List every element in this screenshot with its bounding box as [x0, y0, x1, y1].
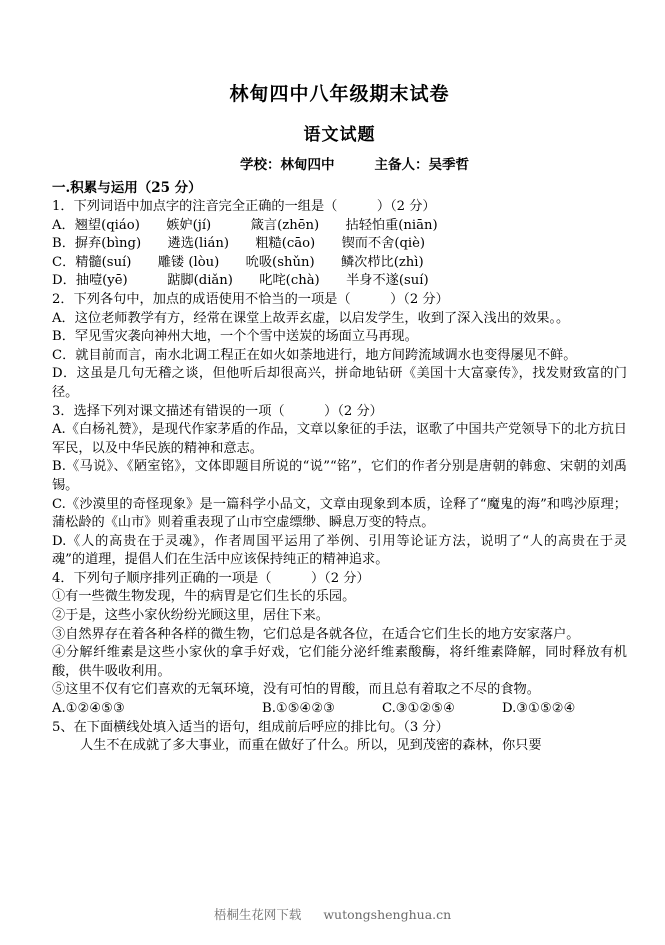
author-label: 主备人：吴季哲 — [374, 157, 469, 173]
question-stem: 1．下列词语中加点字的注音完全正确的一组是（ ）（2 分） — [52, 199, 436, 214]
footer-site-url: wutongshenghua.cn — [323, 907, 452, 922]
question-option: ④分解纤维素是这些小家伙的拿手好戏，它们能分泌纤维素酸酶，将纤维素降解，同时释放有机酸，供牛吸收利用。 — [52, 645, 627, 679]
answer-choice-b: B.①⑤④②③ — [262, 701, 335, 717]
answer-choice-d: D.③①⑤②④ — [502, 701, 576, 717]
page-title: 林甸四中八年级期末试卷 — [229, 83, 450, 105]
page-content — [52, 80, 627, 756]
question-option: B．摒弃(bìng) 遴选(lián) 粗糙(cāo) 锲而不舍(qiè) — [52, 236, 426, 252]
question-option: D．抽噎(yē) 踮脚(diǎn) 叱咤(chà) 半身不遂(suí) — [52, 273, 429, 289]
question-option: C.《沙漠里的奇怪现象》是一篇科学小品文，文章由现象到本质，诠释了“魔鬼的海”和鸣沙原理；蒲松龄的《山市》则着重表现了山市空虚缥缈、瞬息万变的特点。 — [52, 496, 627, 531]
question-option: A．这位老师教学有方，经常在课堂上故弄玄虚，以启发学生，收到了深入浅出的效果。。 — [52, 310, 570, 326]
question-option: C．精髓(suí) 雕镂 (lòu) 吮吸(shǔn) 鳞次栉比(zhì) — [52, 254, 424, 270]
question-stem: 3．选择下列对课文描述有错误的一项（ ）（2 分） — [52, 403, 383, 419]
document-meta — [52, 154, 627, 176]
school-label: 学校：林甸四中 — [240, 157, 335, 173]
page-subtitle: 语文试题 — [303, 125, 376, 145]
question-stem: 2．下列各句中，加点的成语使用不恰当的一项是（ ）（2 分） — [52, 291, 449, 307]
answer-choice-a: A.①②④⑤③ — [52, 701, 125, 717]
question-body: 人生不在成就了多大事业，而重在做好了什么。所以，见到茂密的森林，你只要 — [80, 738, 542, 754]
answer-choices-row — [52, 700, 627, 719]
footer-site-name: 梧桐生花网下载 — [213, 907, 302, 922]
question-option: ⑤这里不仅有它们喜欢的无氧环境，没有可怕的胃酸，而且总有着取之不尽的食物。 — [52, 682, 540, 698]
question-option: ①有一些微生物发现，牛的病胃是它们生长的乐园。 — [52, 589, 356, 605]
question-option: D．这虽是几句无稽之谈，但他听后却很高兴，拼命地钻研《美国十大富豪传》，找发财致富的门径。 — [52, 366, 627, 400]
question-option: ②于是，这些小家伙纷纷光顾这里，居住下来。 — [52, 608, 329, 624]
question-option: A．翘望(qiáo) 嫉妒(jí) 箴言(zhēn) 拈轻怕重(niān) — [52, 217, 438, 233]
question-stem: 4．下列句子顺序排列正确的一项是（ ）（2 分） — [52, 570, 370, 586]
question-option: B．罕见雪灾袭向神州大地，一个个雪中送炭的场面立马再现。 — [52, 329, 418, 345]
question-option: D.《人的高贵在于灵魂》，作者周国平运用了举例、引用等论证方法，说明了“人的高贵在于灵魂”的道理，提倡人们在生活中应该保持纯正的精神追求。 — [52, 533, 627, 568]
section-heading-1: 一.积累与运用（25 分） — [52, 180, 202, 196]
question-option: A.《白杨礼赞》，是现代作家茅盾的作品，文章以象征的手法，讴歌了中国共产党领导下的北方抗日军民，以及中华民族的精神和意志。 — [52, 422, 627, 456]
question-stem: 5、在下面横线处填入适当的语句，组成前后呼应的排比句。（3 分） — [52, 719, 449, 735]
question-option: C．就目前而言，南水北调工程正在如火如荼地进行，地方间跨流域调水也变得屡见不鲜。 — [52, 347, 577, 363]
question-option: B.《马说》、《陋室铭》，文体即题目所说的“说”“铭”，它们的作者分别是唐朝的韩愈、宋朝的刘禹锡。 — [52, 459, 627, 493]
question-option: ③自然界存在着各种各样的微生物，它们总是各就各位，在适合它们生长的地方安家落户。 — [52, 626, 580, 642]
answer-choice-c: C.③①②⑤④ — [382, 701, 455, 717]
page-footer — [0, 905, 665, 923]
